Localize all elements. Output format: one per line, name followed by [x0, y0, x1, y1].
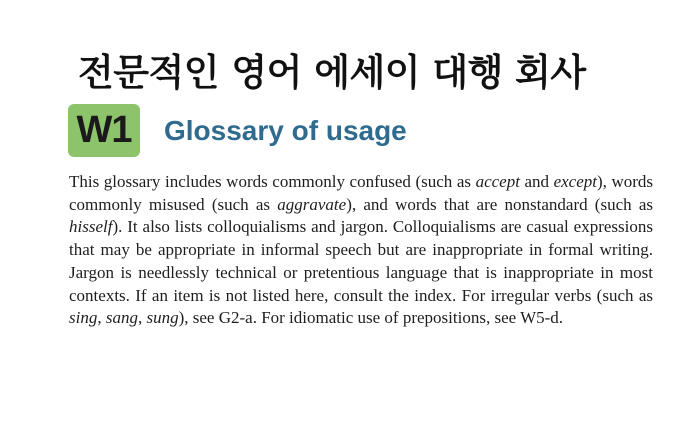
- section-header: [68, 104, 407, 157]
- example-word: hisself: [69, 217, 113, 237]
- example-word: sung: [146, 308, 179, 328]
- example-word: aggravate: [277, 194, 347, 214]
- example-word: accept: [475, 172, 520, 191]
- text-run: ,: [137, 308, 147, 328]
- text-run: ,: [97, 308, 106, 328]
- glossary-paragraph: [69, 171, 653, 330]
- text-run: This glossary includes words commonly confused (such as: [69, 172, 476, 191]
- example-word: sing: [69, 308, 98, 328]
- banner-title: 전문적인 영어 에세이 대행 회사: [78, 51, 586, 94]
- section-title: Glossary of usage: [164, 114, 407, 146]
- text-run: ), and words that are nonstandard (such as: [346, 194, 654, 214]
- text-run: ), see G2-a. For idiomatic use of prepositions, see W5-d.: [178, 308, 564, 328]
- text-run: ). It also lists colloquialisms and jargon. Colloquialisms are casual expressions that may be appropriate in informal speech but are inappropriate in formal writing. Jargon is needlessly technical or pretentious language that is inappropriate in most contexts. If an item is not listed here, consult the index. For irregular verbs (such as: [69, 217, 653, 305]
- example-word: sang: [105, 308, 138, 328]
- text-run: and: [519, 172, 554, 191]
- section-badge: W1: [68, 104, 140, 157]
- example-word: except: [553, 172, 597, 191]
- text-run: ), words commonly misused (such as: [69, 172, 653, 214]
